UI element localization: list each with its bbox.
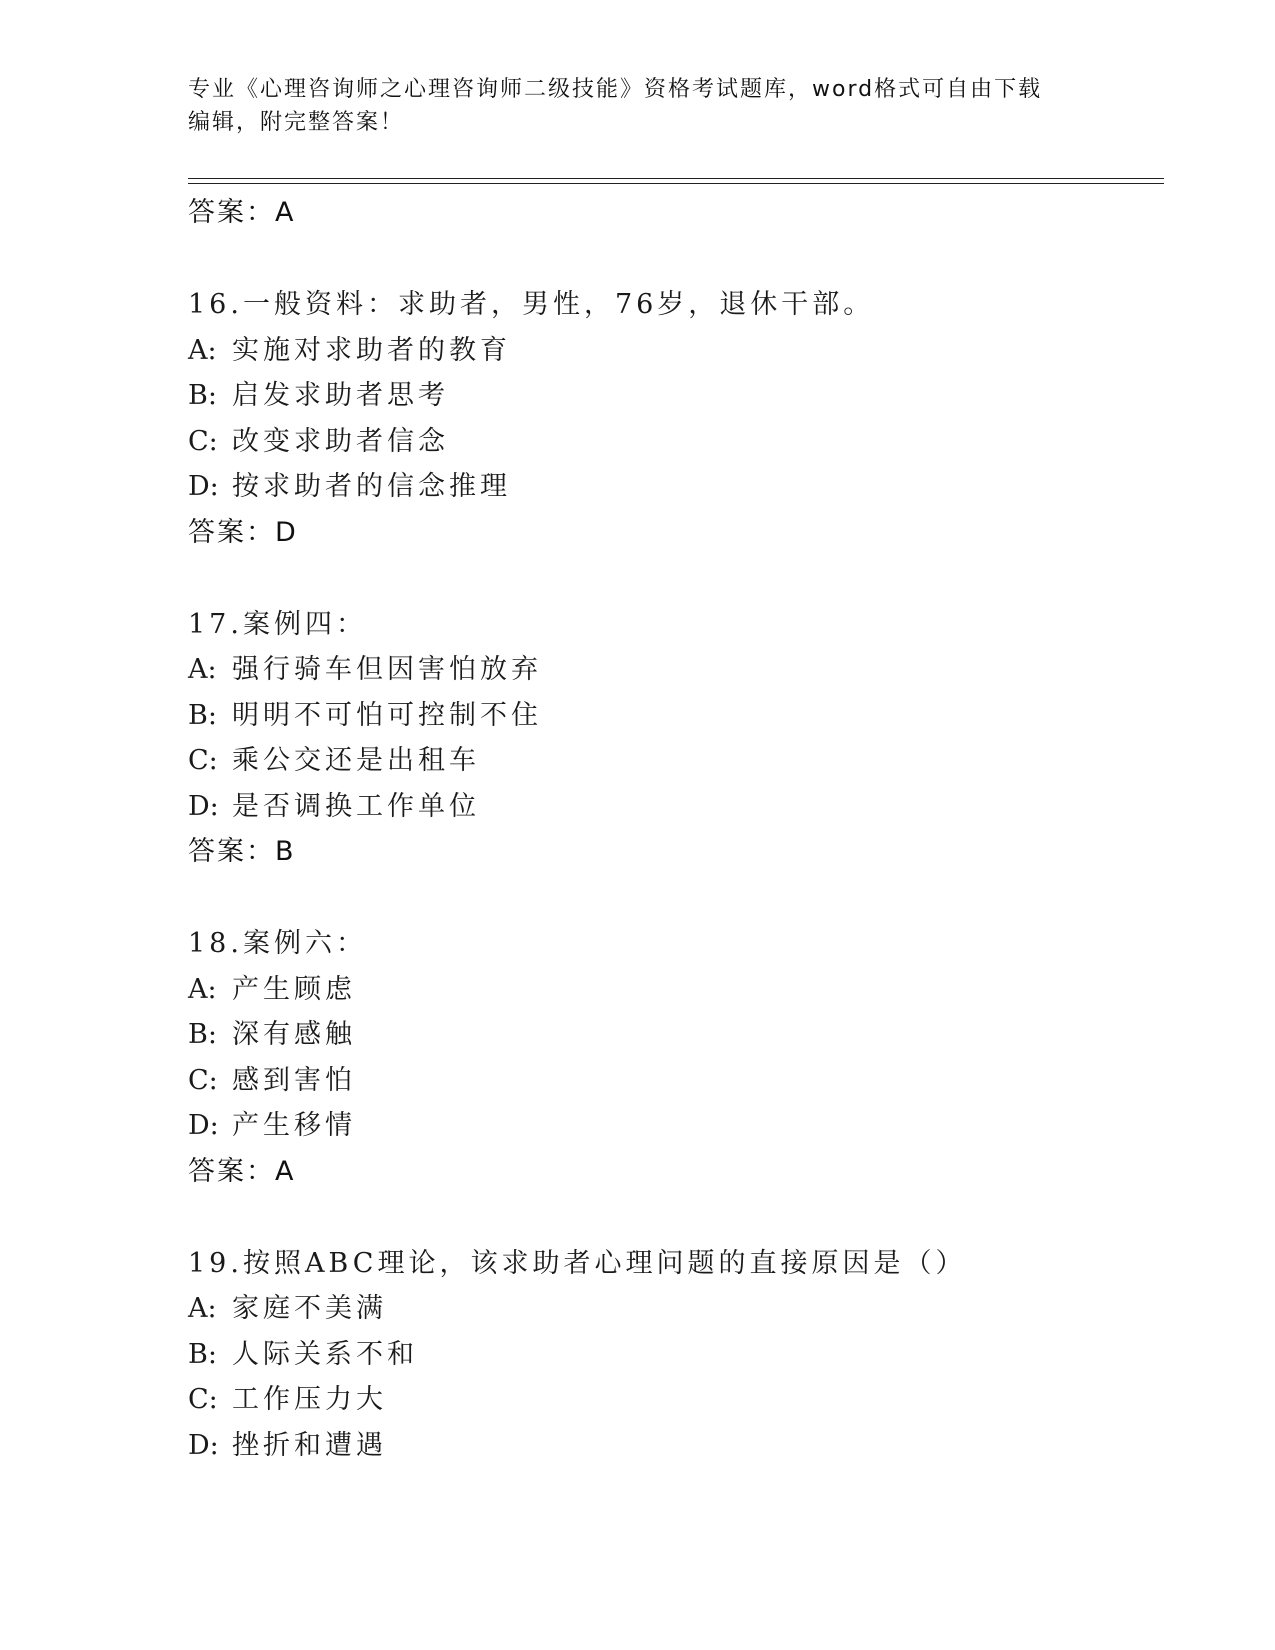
option-letter: B: — [188, 1338, 217, 1370]
option-letter: C: — [188, 1384, 218, 1415]
answer-line: 答案：A — [188, 1155, 296, 1187]
option-line — [188, 784, 1148, 830]
question-text: 17.案例四： — [188, 608, 367, 640]
option-text: 乘公交还是出租车 — [232, 745, 480, 776]
option-text: 产生移情 — [232, 1110, 356, 1141]
option-letter: D: — [188, 471, 219, 502]
option-text: 挫折和遭遇 — [232, 1429, 387, 1461]
option-line — [188, 373, 1148, 419]
question-text: 19.按照ABC理论，该求助者心理问题的直接原因是（） — [188, 1247, 967, 1279]
option-line — [188, 1423, 1148, 1469]
option-letter: D: — [188, 1110, 219, 1141]
option-line — [188, 1286, 1148, 1332]
question-block — [188, 921, 1148, 1195]
question-block — [188, 1241, 1148, 1469]
option-line — [188, 647, 1148, 693]
question-text: 16.一般资料：求助者，男性，76岁，退休干部。 — [188, 289, 875, 320]
option-letter: C: — [188, 1064, 218, 1096]
option-letter: A: — [188, 334, 217, 366]
option-letter: C: — [188, 425, 218, 457]
document-header — [188, 73, 1088, 139]
answer-line: 答案：D — [188, 516, 298, 548]
question-block — [188, 602, 1148, 876]
option-text: 是否调换工作单位 — [232, 790, 480, 822]
option-text: 改变求助者信念 — [232, 425, 449, 457]
option-text: 产生顾虑 — [232, 973, 356, 1005]
option-line — [188, 967, 1148, 1013]
option-text: 明明不可怕可控制不住 — [232, 699, 542, 731]
option-line — [188, 419, 1148, 465]
option-letter: A: — [188, 1293, 217, 1324]
option-text: 实施对求助者的教育 — [232, 334, 511, 366]
option-letter: C: — [188, 745, 218, 776]
option-line — [188, 738, 1148, 784]
answer-line: 答案：A — [188, 197, 296, 228]
option-letter: A: — [188, 973, 217, 1005]
option-text: 家庭不美满 — [232, 1293, 387, 1324]
option-line — [188, 1377, 1148, 1423]
header-divider-top — [188, 178, 1164, 179]
option-letter: D: — [188, 1429, 219, 1461]
option-text: 启发求助者思考 — [232, 380, 449, 411]
option-letter: B: — [188, 380, 217, 411]
option-letter: B: — [188, 699, 217, 731]
option-line — [188, 328, 1148, 374]
option-text: 人际关系不和 — [232, 1338, 418, 1370]
option-line — [188, 1103, 1148, 1149]
question-list — [188, 190, 1148, 1468]
question-text: 18.案例六： — [188, 928, 367, 959]
option-text: 强行骑车但因害怕放弃 — [232, 654, 542, 685]
header-divider-bottom — [188, 183, 1164, 184]
option-line — [188, 464, 1148, 510]
question-block — [188, 282, 1148, 556]
header-line-2: 编辑，附完整答案！ — [188, 110, 405, 135]
option-line — [188, 1058, 1148, 1104]
option-letter: D: — [188, 790, 219, 822]
option-text: 感到害怕 — [232, 1064, 356, 1096]
option-text: 工作压力大 — [232, 1384, 387, 1415]
option-letter: A: — [188, 654, 217, 685]
option-line — [188, 1012, 1148, 1058]
header-line-1: 专业《心理咨询师之心理咨询师二级技能》资格考试题库，word格式可自由下载 — [188, 77, 1043, 102]
option-line — [188, 1332, 1148, 1378]
option-text: 深有感触 — [232, 1019, 356, 1050]
option-letter: B: — [188, 1019, 217, 1050]
answer-line: 答案：B — [188, 836, 296, 867]
option-text: 按求助者的信念推理 — [232, 471, 511, 502]
option-line — [188, 693, 1148, 739]
